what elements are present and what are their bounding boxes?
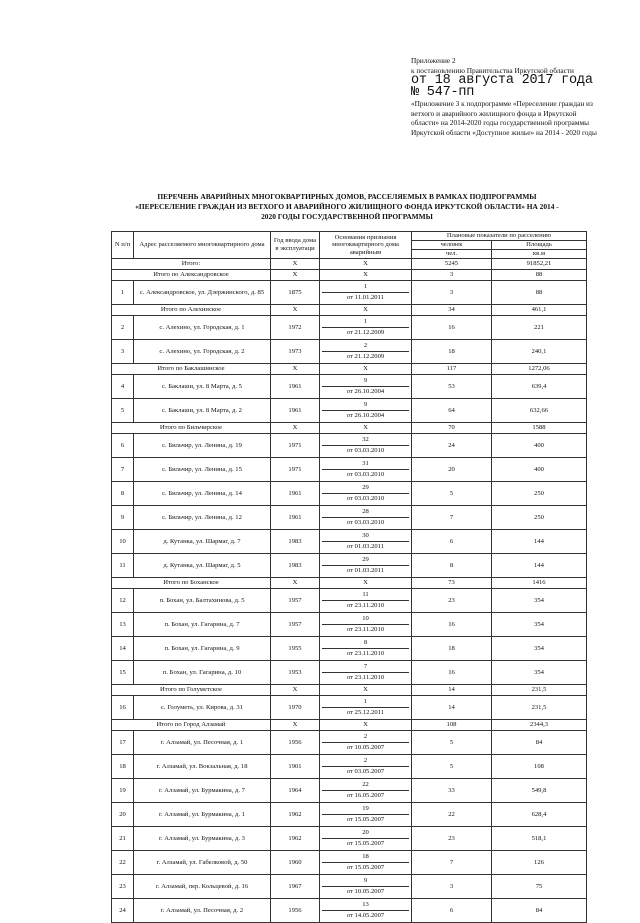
subtotal-basis: X (320, 685, 412, 696)
basis-doc-number: 1 (322, 697, 409, 708)
subtotal-basis: X (320, 305, 412, 316)
row-area: 354 (492, 613, 587, 637)
subtotal-label: Итого по Баклашинское (112, 364, 271, 375)
row-basis (320, 340, 412, 364)
row-number: 3 (112, 340, 134, 364)
row-area: 400 (492, 434, 587, 458)
basis-doc-date: от 01.03.2011 (346, 543, 385, 550)
row-number: 12 (112, 589, 134, 613)
row-area: 84 (492, 731, 587, 755)
col-year-header: Год ввода дома в эксплуатаци (271, 232, 320, 259)
basis-doc-number: 9 (322, 876, 409, 887)
table-row (112, 375, 587, 399)
table-row (112, 434, 587, 458)
row-people: 5 (412, 731, 492, 755)
row-year: 1957 (271, 613, 320, 637)
subtotal-people: 70 (412, 423, 492, 434)
row-basis (320, 434, 412, 458)
subtotal-year: X (271, 364, 320, 375)
table-row (112, 281, 587, 305)
row-number: 17 (112, 731, 134, 755)
row-number: 24 (112, 899, 134, 923)
row-year: 1953 (271, 661, 320, 685)
table-row (112, 827, 587, 851)
basis-doc-number: 1 (322, 317, 409, 328)
row-number: 11 (112, 554, 134, 578)
subtotal-people: 14 (412, 685, 492, 696)
row-address: г. Алзамай, ул. Габелковой, д. 50 (134, 851, 271, 875)
row-area: 88 (492, 281, 587, 305)
appendix-header (411, 56, 601, 138)
table-row (112, 899, 587, 923)
row-address: с. Бильчир, ул. Ленина, д. 14 (134, 482, 271, 506)
row-area: 84 (492, 899, 587, 923)
table-row (112, 458, 587, 482)
row-basis (320, 482, 412, 506)
row-people: 5 (412, 755, 492, 779)
col-people-header: человек (412, 241, 492, 250)
row-number: 2 (112, 316, 134, 340)
subtotal-people: 108 (412, 720, 492, 731)
row-basis (320, 696, 412, 720)
basis-doc-number: 10 (322, 614, 409, 625)
subtotal-area: 1588 (492, 423, 587, 434)
table-row (112, 779, 587, 803)
basis-doc-number: 8 (322, 638, 409, 649)
subtotal-year: X (271, 259, 320, 270)
col-num-header: N п/п (112, 232, 134, 259)
basis-doc-date: от 03.03.2010 (346, 471, 385, 478)
row-basis (320, 731, 412, 755)
subtotal-label: Итого по Бильчирское (112, 423, 271, 434)
row-number: 6 (112, 434, 134, 458)
row-address: с. Александровское, ул. Дзержинского, д. 85 (134, 281, 271, 305)
subtotal-area: 2344,3 (492, 720, 587, 731)
row-address: с. Бильчир, ул. Ленина, д. 15 (134, 458, 271, 482)
row-year: 1961 (271, 506, 320, 530)
row-area: 75 (492, 875, 587, 899)
basis-doc-date: от 23.11.2010 (346, 602, 385, 609)
row-basis (320, 637, 412, 661)
row-number: 20 (112, 803, 134, 827)
row-address: г. Алзамай, ул. Песочная, д. 1 (134, 731, 271, 755)
row-people: 53 (412, 375, 492, 399)
row-area: 250 (492, 482, 587, 506)
table-row (112, 340, 587, 364)
row-year: 1956 (271, 731, 320, 755)
row-people: 20 (412, 458, 492, 482)
row-people: 3 (412, 281, 492, 305)
row-number: 19 (112, 779, 134, 803)
subtotal-basis: X (320, 578, 412, 589)
col-area-header: Площадь (492, 241, 587, 250)
basis-doc-number: 28 (322, 507, 409, 518)
subtotal-area: 1416 (492, 578, 587, 589)
subtotal-label: Итого по Александровское (112, 270, 271, 281)
subtotal-basis: X (320, 364, 412, 375)
basis-doc-number: 18 (322, 852, 409, 863)
basis-doc-number: 1 (322, 282, 409, 293)
row-area: 231,5 (492, 696, 587, 720)
title-line-2: «ПЕРЕСЕЛЕНИЕ ГРАЖДАН ИЗ ВЕТХОГО И АВАРИЙНОГО ЖИЛИЩНОГО ФОНДА ИРКУТСКОЙ ОБЛАСТИ» НА 2014 - (135, 202, 559, 211)
row-number: 9 (112, 506, 134, 530)
row-basis (320, 589, 412, 613)
row-address: г. Алзамай, ул. Бурмакина, д. 3 (134, 827, 271, 851)
col-basis-header: Основания признания многоквартирного дома аварийным (320, 232, 412, 259)
row-area: 144 (492, 554, 587, 578)
basis-doc-number: 30 (322, 531, 409, 542)
row-people: 18 (412, 637, 492, 661)
basis-doc-number: 19 (322, 804, 409, 815)
row-address: с. Баклаши, ул. 8 Марта, д. 5 (134, 375, 271, 399)
row-people: 16 (412, 661, 492, 685)
basis-doc-number: 2 (322, 756, 409, 767)
subtotal-row (112, 685, 587, 696)
subtotal-year: X (271, 578, 320, 589)
row-people: 18 (412, 340, 492, 364)
basis-doc-date: от 23.11.2010 (346, 650, 385, 657)
row-people: 23 (412, 589, 492, 613)
row-area: 354 (492, 589, 587, 613)
row-area: 639,4 (492, 375, 587, 399)
row-area: 632,66 (492, 399, 587, 423)
title-line-3: 2020 ГОДЫ ГОСУДАРСТВЕННОЙ ПРОГРАММЫ (261, 212, 433, 221)
basis-doc-number: 7 (322, 662, 409, 673)
basis-doc-date: от 23.11.2010 (346, 674, 385, 681)
row-year: 1960 (271, 851, 320, 875)
row-people: 33 (412, 779, 492, 803)
row-year: 1972 (271, 316, 320, 340)
row-people: 24 (412, 434, 492, 458)
row-basis (320, 316, 412, 340)
row-basis (320, 399, 412, 423)
decree-date-stamp: от 18 августа 2017 года (411, 73, 593, 89)
subtotal-year: X (271, 270, 320, 281)
row-basis (320, 803, 412, 827)
row-people: 16 (412, 613, 492, 637)
row-area: 354 (492, 637, 587, 661)
row-number: 18 (112, 755, 134, 779)
basis-doc-date: от 10.05.2007 (346, 888, 385, 895)
row-area: 549,8 (492, 779, 587, 803)
row-basis (320, 281, 412, 305)
subtotal-label: Итого по Город Алзамай (112, 720, 271, 731)
row-address: г. Алзамай, ул. Бурмакина, д. 1 (134, 803, 271, 827)
row-address: с. Баклаши, ул. 8 Марта, д. 2 (134, 399, 271, 423)
row-basis (320, 458, 412, 482)
row-number: 8 (112, 482, 134, 506)
subtotal-row (112, 305, 587, 316)
subtotal-area: 1272,06 (492, 364, 587, 375)
table-row (112, 589, 587, 613)
row-year: 1961 (271, 399, 320, 423)
row-basis (320, 613, 412, 637)
row-number: 22 (112, 851, 134, 875)
table-row (112, 696, 587, 720)
subtotal-label: Итого по Голуметское (112, 685, 271, 696)
row-people: 5 (412, 482, 492, 506)
row-address: г. Алзамай, ул. Бурмакина, д. 7 (134, 779, 271, 803)
row-year: 1875 (271, 281, 320, 305)
table-row (112, 613, 587, 637)
subtotal-row (112, 578, 587, 589)
row-people: 6 (412, 899, 492, 923)
row-area: 108 (492, 755, 587, 779)
basis-doc-date: от 21.12.2009 (346, 353, 385, 360)
row-year: 1901 (271, 755, 320, 779)
row-number: 14 (112, 637, 134, 661)
basis-doc-date: от 03.03.2010 (346, 495, 385, 502)
table-row (112, 530, 587, 554)
basis-doc-number: 22 (322, 780, 409, 791)
row-number: 15 (112, 661, 134, 685)
row-area: 221 (492, 316, 587, 340)
row-number: 21 (112, 827, 134, 851)
row-number: 5 (112, 399, 134, 423)
basis-doc-number: 2 (322, 341, 409, 352)
table-row (112, 637, 587, 661)
basis-doc-date: от 26.10.2004 (346, 388, 385, 395)
table-row (112, 554, 587, 578)
table-row (112, 399, 587, 423)
row-basis (320, 661, 412, 685)
basis-doc-date: от 21.12.2009 (346, 329, 385, 336)
basis-doc-date: от 03.05.2007 (346, 768, 385, 775)
row-basis (320, 506, 412, 530)
table-row (112, 851, 587, 875)
subtotal-people: 34 (412, 305, 492, 316)
table-row (112, 755, 587, 779)
table-row (112, 316, 587, 340)
basis-doc-date: от 16.05.2007 (346, 792, 385, 799)
row-basis (320, 779, 412, 803)
row-area: 354 (492, 661, 587, 685)
basis-doc-date: от 15.05.2007 (346, 840, 385, 847)
table-row (112, 875, 587, 899)
row-basis (320, 899, 412, 923)
subtotal-row (112, 364, 587, 375)
table-row (112, 482, 587, 506)
row-area: 144 (492, 530, 587, 554)
table-row (112, 506, 587, 530)
row-year: 1961 (271, 375, 320, 399)
appendix-reference: «Приложение 3 к подпрограмме «Переселение граждан из ветхого и аварийного жилищного фонда в Иркутской области» на 2014-2020 годы государственной программы Иркутской области «Доступное жилье» на 2014 - 2020 годы (411, 99, 597, 137)
row-address: с. Бильчир, ул. Ленина, д. 19 (134, 434, 271, 458)
row-address: с. Голуметь, ул. Кирова, д. 31 (134, 696, 271, 720)
row-address: с. Алехино, ул. Городская, д. 1 (134, 316, 271, 340)
row-address: п. Бохан, ул. Гагарина, д. 10 (134, 661, 271, 685)
basis-doc-number: 31 (322, 459, 409, 470)
row-area: 240,1 (492, 340, 587, 364)
row-basis (320, 530, 412, 554)
registry-body (112, 259, 587, 923)
subtotal-row (112, 720, 587, 731)
basis-doc-number: 11 (322, 590, 409, 601)
row-number: 4 (112, 375, 134, 399)
basis-doc-date: от 15.05.2007 (346, 864, 385, 871)
row-people: 8 (412, 554, 492, 578)
subtotal-label: Итого по Боханское (112, 578, 271, 589)
row-address: п. Бохан, ул. Гагарина, д. 9 (134, 637, 271, 661)
table-row (112, 731, 587, 755)
row-year: 1964 (271, 779, 320, 803)
row-year: 1955 (271, 637, 320, 661)
subtotal-people: 3 (412, 270, 492, 281)
subtotal-label: Итого: (112, 259, 271, 270)
row-number: 7 (112, 458, 134, 482)
row-people: 22 (412, 803, 492, 827)
appendix-number: Приложение 2 (411, 56, 456, 65)
appendix-decree: к постановлению Правительства Иркутской области (411, 65, 574, 75)
row-area: 400 (492, 458, 587, 482)
row-people: 6 (412, 530, 492, 554)
row-area: 250 (492, 506, 587, 530)
row-year: 1961 (271, 482, 320, 506)
row-basis (320, 851, 412, 875)
row-people: 7 (412, 506, 492, 530)
subtotal-label: Итого по Алехинское (112, 305, 271, 316)
basis-doc-number: 32 (322, 435, 409, 446)
row-basis (320, 755, 412, 779)
basis-doc-date: от 15.05.2007 (346, 816, 385, 823)
row-number: 23 (112, 875, 134, 899)
basis-doc-number: 2 (322, 732, 409, 743)
col-people-unit: чел. (412, 250, 492, 259)
col-plan-header: Плановые показатели по расселению (412, 232, 587, 241)
row-people: 7 (412, 851, 492, 875)
basis-doc-date: от 14.05.2007 (346, 912, 385, 919)
row-year: 1956 (271, 899, 320, 923)
basis-doc-number: 13 (322, 900, 409, 911)
row-people: 14 (412, 696, 492, 720)
row-area: 628,4 (492, 803, 587, 827)
row-year: 1957 (271, 589, 320, 613)
basis-doc-number: 29 (322, 555, 409, 566)
subtotal-area: 91852,21 (492, 259, 587, 270)
col-address-header: Адрес расселяемого многоквартирного дома (134, 232, 271, 259)
subtotal-row (112, 423, 587, 434)
row-basis (320, 554, 412, 578)
subtotal-area: 231,5 (492, 685, 587, 696)
row-year: 1971 (271, 458, 320, 482)
row-year: 1970 (271, 696, 320, 720)
row-address: г. Алзамай, ул. Песочная, д. 2 (134, 899, 271, 923)
row-number: 1 (112, 281, 134, 305)
row-basis (320, 375, 412, 399)
decree-number-stamp: № 547-пп (411, 85, 475, 101)
row-number: 10 (112, 530, 134, 554)
row-address: г. Алзамай, пер. Кольцевой, д. 16 (134, 875, 271, 899)
subtotal-year: X (271, 305, 320, 316)
row-year: 1971 (271, 434, 320, 458)
subtotal-basis: X (320, 720, 412, 731)
row-people: 23 (412, 827, 492, 851)
row-address: г. Алзамай, ул. Вокзальная, д. 18 (134, 755, 271, 779)
housing-registry-table (111, 231, 587, 923)
subtotal-year: X (271, 685, 320, 696)
subtotal-basis: X (320, 423, 412, 434)
col-area-unit: кв.м (492, 250, 587, 259)
subtotal-people: 73 (412, 578, 492, 589)
row-year: 1983 (271, 530, 320, 554)
row-year: 1962 (271, 827, 320, 851)
title-line-1: ПЕРЕЧЕНЬ АВАРИЙНЫХ МНОГОКВАРТИРНЫХ ДОМОВ, РАССЕЛЯЕМЫХ В РАМКАХ ПОДПРОГРАММЫ (157, 192, 537, 201)
row-year: 1967 (271, 875, 320, 899)
row-address: п. Бохан, ул. Гагарина, д. 7 (134, 613, 271, 637)
basis-doc-date: от 11.01.2011 (347, 294, 384, 301)
row-basis (320, 827, 412, 851)
row-address: д. Кутанка, ул. Шармаг, д. 7 (134, 530, 271, 554)
subtotal-people: 117 (412, 364, 492, 375)
basis-doc-date: от 03.03.2010 (346, 447, 385, 454)
basis-doc-date: от 10.05.2007 (346, 744, 385, 751)
basis-doc-date: от 25.12.2011 (346, 709, 385, 716)
basis-doc-date: от 03.03.2010 (346, 519, 385, 526)
row-people: 3 (412, 875, 492, 899)
row-number: 13 (112, 613, 134, 637)
basis-doc-date: от 26.10.2004 (346, 412, 385, 419)
row-area: 518,1 (492, 827, 587, 851)
basis-doc-date: от 23.11.2010 (346, 626, 385, 633)
basis-doc-number: 20 (322, 828, 409, 839)
subtotal-area: 461,1 (492, 305, 587, 316)
basis-doc-number: 9 (322, 376, 409, 387)
subtotal-year: X (271, 720, 320, 731)
row-year: 1983 (271, 554, 320, 578)
subtotal-row (112, 259, 587, 270)
basis-doc-number: 29 (322, 483, 409, 494)
row-number: 16 (112, 696, 134, 720)
row-people: 16 (412, 316, 492, 340)
basis-doc-number: 9 (322, 400, 409, 411)
row-address: с. Алехино, ул. Городская, д. 2 (134, 340, 271, 364)
row-area: 126 (492, 851, 587, 875)
subtotal-year: X (271, 423, 320, 434)
subtotal-basis: X (320, 259, 412, 270)
document-title (108, 192, 586, 222)
subtotal-people: 5245 (412, 259, 492, 270)
table-row (112, 661, 587, 685)
row-year: 1962 (271, 803, 320, 827)
row-address: п. Бохан, ул. Балтахинова, д. 5 (134, 589, 271, 613)
row-basis (320, 875, 412, 899)
table-row (112, 803, 587, 827)
row-address: с. Бильчир, ул. Ленина, д. 12 (134, 506, 271, 530)
subtotal-basis: X (320, 270, 412, 281)
row-people: 64 (412, 399, 492, 423)
subtotal-row (112, 270, 587, 281)
basis-doc-date: от 01.03.2011 (346, 567, 385, 574)
row-year: 1973 (271, 340, 320, 364)
row-address: д. Кутанка, ул. Шармаг, д. 5 (134, 554, 271, 578)
subtotal-area: 88 (492, 270, 587, 281)
